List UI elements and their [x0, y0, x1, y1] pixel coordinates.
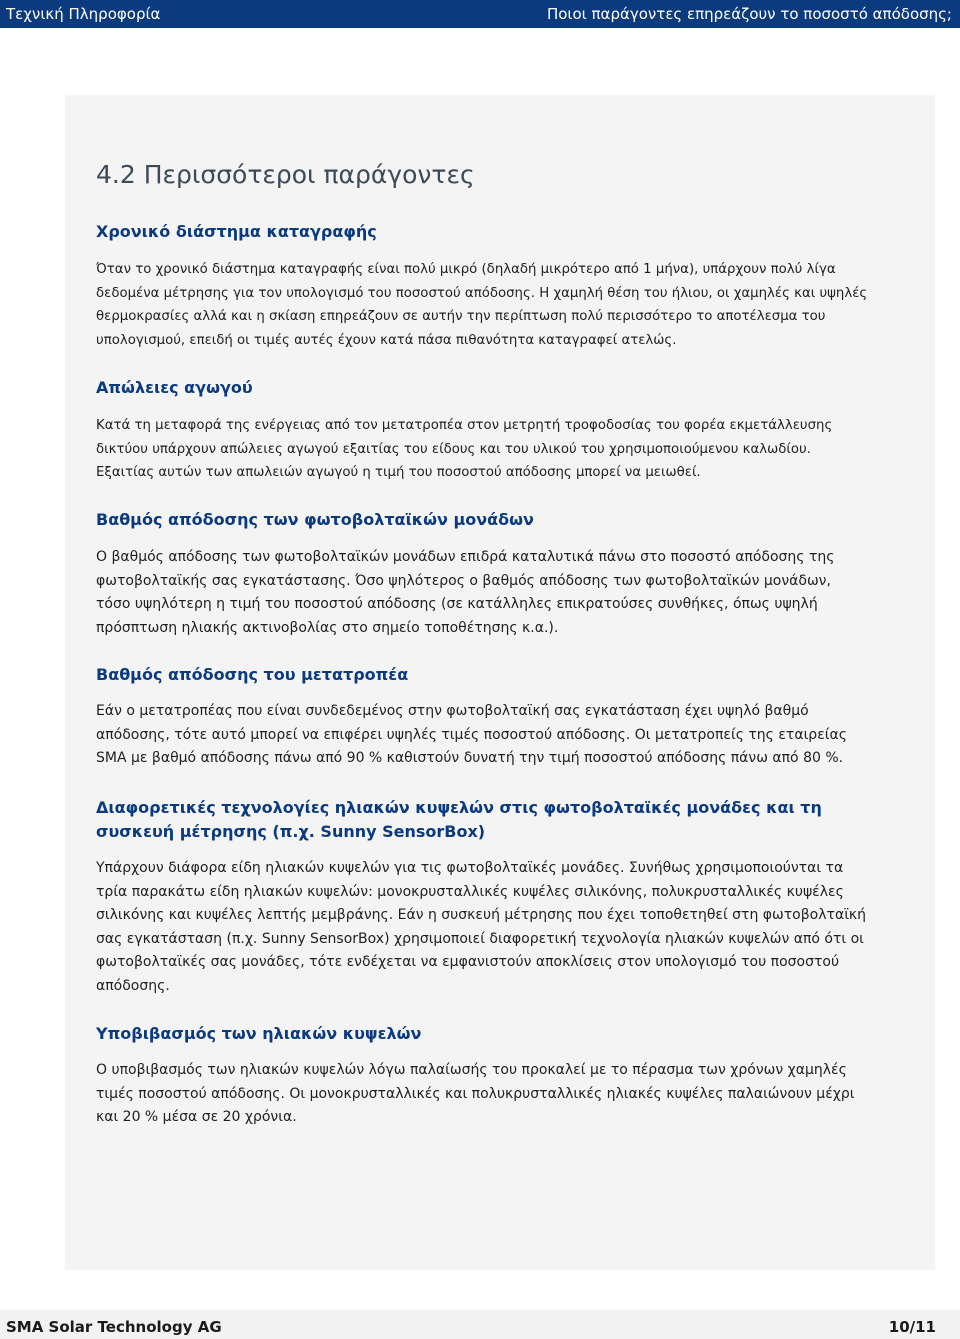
heading-inverter-efficiency: Βαθμός απόδοσης του μετατροπέα [96, 665, 409, 684]
paragraph-module-efficiency: Ο βαθμός απόδοσης των φωτοβολταϊκών μονάδων επιδρά καταλυτικά πάνω στο ποσοστό απόδοσης της φωτοβολταϊκής σας εγκατάστασης. Όσο ψηλότερος ο βαθμός απόδοσης των φωτοβολταϊκών μονάδων, τόσο υψηλότερη η τιμή του ποσοστού απόδοσης (σε κατάλληλες επικρατούσες συνθήκες, όπως υψηλή πρόσπτωση ηλιακής ακτινοβολίας στο σημείο τοποθέτησης κ.α.). [96, 549, 835, 636]
header-chapter-title: Ποιοι παράγοντες επηρεάζουν το ποσοστό απόδοσης; [546, 5, 952, 23]
footer-company-name: SMA Solar Technology AG [6, 1318, 222, 1336]
heading-recording-period: Χρονικό διάστημα καταγραφής [96, 222, 377, 241]
section-title: 4.2 Περισσότεροι παράγοντες [96, 160, 475, 189]
paragraph-inverter-efficiency: Εάν ο μετατροπέας που είναι συνδεδεμένος στην φωτοβολταϊκή σας εγκατάσταση έχει υψηλό βαθμό απόδοσης, τότε αυτό μπορεί να επιφέρει υψηλές τιμές ποσοστού απόδοσης. Οι μετατροπείς της εταιρείας SMA με βαθμό απόδοσης πάνω από 90 % καθιστούν δυνατή την τιμή ποσοστού απόδοσης πάνω από 80 %. [96, 703, 847, 766]
heading-cell-degradation: Υποβιβασμός των ηλιακών κυψελών [96, 1024, 422, 1043]
paragraph-cell-technologies: Υπάρχουν διάφορα είδη ηλιακών κυψελών για τις φωτοβολταϊκές μονάδες. Συνήθως χρησιμοποιούνται τα τρία παρακάτω είδη ηλιακών κυψελών: μονοκρυσταλλικές κυψέλες σιλικόνης, πολυκρυσταλλικές κυψέλες σιλικόνης και κυψέλες λεπτής μεμβράνης. Εάν η συσκευή μέτρησης που έχει τοποθετηθεί στη φωτοβολταϊκή σας εγκατάσταση (π.χ. Sunny SensorBox) χρησιμοποιεί διαφορετική τεχνολογία ηλιακών κυψελών από ότι οι φωτοβολταϊκές σας μονάδες, τότε ενδέχεται να εμφανιστούν αποκλίσεις στον υπολογισμό του ποσοστού απόδοσης. [96, 860, 867, 994]
heading-cell-technologies: Διαφορετικές τεχνολογίες ηλιακών κυψελών στις φωτοβολταϊκές μονάδες και τη συσκευή μέτρησης (π.χ. Sunny SensorBox) [96, 798, 822, 841]
footer-page-number: 10/11 [888, 1318, 936, 1336]
heading-cable-losses: Απώλειες αγωγού [96, 378, 253, 397]
paragraph-recording-period: Όταν το χρονικό διάστημα καταγραφής είναι πολύ μικρό (δηλαδή μικρότερο από 1 μήνα), υπάρχουν πολύ λίγα δεδομένα μέτρησης για τον υπολογισμό του ποσοστού απόδοσης. Η χαμηλή θέση του ήλιου, οι χαμηλές και υψηλές θερμοκρασίες αλλά και η σκίαση επηρεάζουν σε αυτήν την περίπτωση πολύ περισσότερο το αποτέλεσμα του υπολογισμού, επειδή οι τιμές αυτές έχουν κατά πάσα πιθανότητα καταγραφεί ατελώς. [96, 262, 868, 348]
paragraph-cell-degradation: Ο υποβιβασμός των ηλιακών κυψελών λόγω παλαίωσής του προκαλεί με το πέρασμα των χρόνων χαμηλές τιμές ποσοστού απόδοσης. Οι μονοκρυσταλλικές και πολυκρυσταλλικές ηλιακές κυψέλες παλαιώνουν μέχρι και 20 % μέσα σε 20 χρόνια. [96, 1062, 855, 1125]
paragraph-cable-losses: Κατά τη μεταφορά της ενέργειας από τον μετατροπέα στον μετρητή τροφοδοσίας του φορέα εκμετάλλευσης δικτύου υπάρχουν απώλειες αγωγού εξαιτίας του είδους και του υλικού του χρησιμοποιούμενου καλωδίου. Εξαιτίας αυτών των απωλειών αγωγού η τιμή του ποσοστού απόδοσης μπορεί να μειωθεί. [96, 418, 833, 480]
heading-module-efficiency: Βαθμός απόδοσης των φωτοβολταϊκών μονάδων [96, 510, 534, 529]
header-document-type: Τεχνική Πληροφορία [6, 5, 161, 23]
